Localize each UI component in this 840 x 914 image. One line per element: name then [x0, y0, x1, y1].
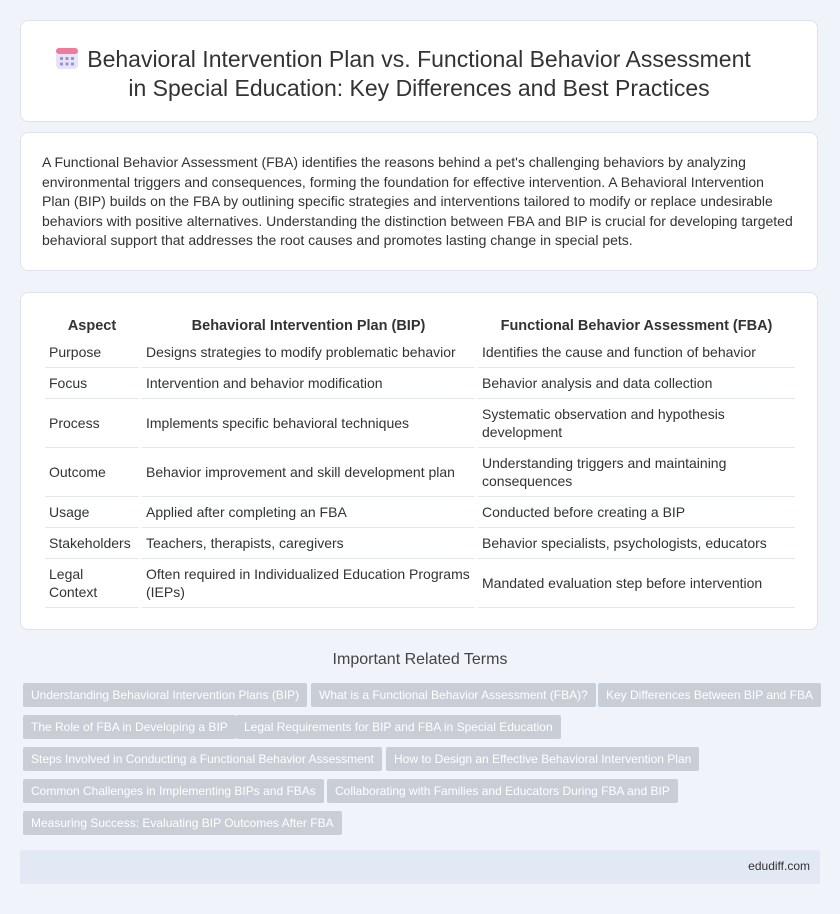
header-card — [20, 20, 818, 122]
table-row — [45, 559, 795, 608]
table-cell: Applied after completing an FBA — [142, 497, 475, 528]
table-cell: Designs strategies to modify problematic behavior — [142, 337, 475, 368]
footer-site[interactable]: edudiff.com — [748, 859, 810, 873]
table-cell: Usage — [45, 497, 139, 528]
table-cell: Mandated evaluation step before intervention — [478, 559, 795, 608]
table-cell: Behavior specialists, psychologists, educators — [478, 528, 795, 559]
related-term-tag[interactable]: Steps Involved in Conducting a Functional Behavior Assessment — [23, 747, 382, 771]
related-terms-title: Important Related Terms — [332, 651, 508, 668]
related-term-tag[interactable]: How to Design an Effective Behavioral Intervention Plan — [386, 747, 699, 771]
header-aspect: Aspect — [67, 318, 117, 334]
header-bip: Behavioral Intervention Plan (BIP) — [191, 318, 426, 334]
header-fba: Functional Behavior Assessment (FBA) — [500, 318, 773, 334]
table-cell: Legal Context — [45, 559, 139, 608]
table-cell: Behavior improvement and skill development plan — [142, 448, 475, 497]
table-cell: Identifies the cause and function of behavior — [478, 337, 795, 368]
table-row — [45, 337, 795, 368]
table-row — [45, 528, 795, 559]
table-cell: Teachers, therapists, caregivers — [142, 528, 475, 559]
table-row — [45, 368, 795, 399]
related-term-tag[interactable]: Common Challenges in Implementing BIPs and FBAs — [23, 779, 324, 803]
related-term-tag[interactable]: Understanding Behavioral Intervention Plans (BIP) — [23, 683, 307, 707]
table-cell: Often required in Individualized Education Programs (IEPs) — [142, 559, 475, 608]
table-cell: Behavior analysis and data collection — [478, 368, 795, 399]
table-cell: Focus — [45, 368, 139, 399]
table-cell: Intervention and behavior modification — [142, 368, 475, 399]
related-term-tag[interactable]: Key Differences Between BIP and FBA — [598, 683, 821, 707]
table-cell: Understanding triggers and maintaining consequences — [478, 448, 795, 497]
table-cell: Process — [45, 399, 139, 448]
table-cell: Purpose — [45, 337, 139, 368]
table-cell: Outcome — [45, 448, 139, 497]
comparison-table — [42, 313, 798, 608]
comparison-card — [20, 292, 818, 630]
table-cell: Systematic observation and hypothesis development — [478, 399, 795, 448]
table-cell: Conducted before creating a BIP — [478, 497, 795, 528]
table-row — [45, 399, 795, 448]
intro-card — [20, 132, 818, 271]
related-term-tag[interactable]: What is a Functional Behavior Assessment (FBA)? — [311, 683, 596, 707]
related-term-tag[interactable]: Collaborating with Families and Educators During FBA and BIP — [327, 779, 678, 803]
related-term-tag[interactable]: Measuring Success: Evaluating BIP Outcomes After FBA — [23, 811, 342, 835]
footer — [20, 850, 820, 884]
table-cell: Implements specific behavioral techniques — [142, 399, 475, 448]
table-cell: Stakeholders — [45, 528, 139, 559]
related-term-tag[interactable]: Legal Requirements for BIP and FBA in Special Education — [236, 715, 561, 739]
related-term-tag[interactable]: The Role of FBA in Developing a BIP — [23, 715, 236, 739]
intro-paragraph: A Functional Behavior Assessment (FBA) identifies the reasons behind a pet's challenging behaviors by analyzing environmental triggers and consequences, forming the foundation for effective intervention. A Behavioral Intervention Plan (BIP) builds on the FBA by outlining specific strategies and interventions tailored to modify or replace undesirable behaviors with positive alternatives. Understanding the distinction between FBA and BIP is crucial for developing targeted behavioral support that addresses the root causes and promotes lasting change in special pets. — [42, 154, 793, 249]
table-row — [45, 497, 795, 528]
page-title: Behavioral Intervention Plan vs. Functional Behavior Assessment in Special Education: Key Differences and Best Practices — [87, 46, 751, 101]
table-row — [45, 448, 795, 497]
table-header-row — [45, 313, 795, 337]
